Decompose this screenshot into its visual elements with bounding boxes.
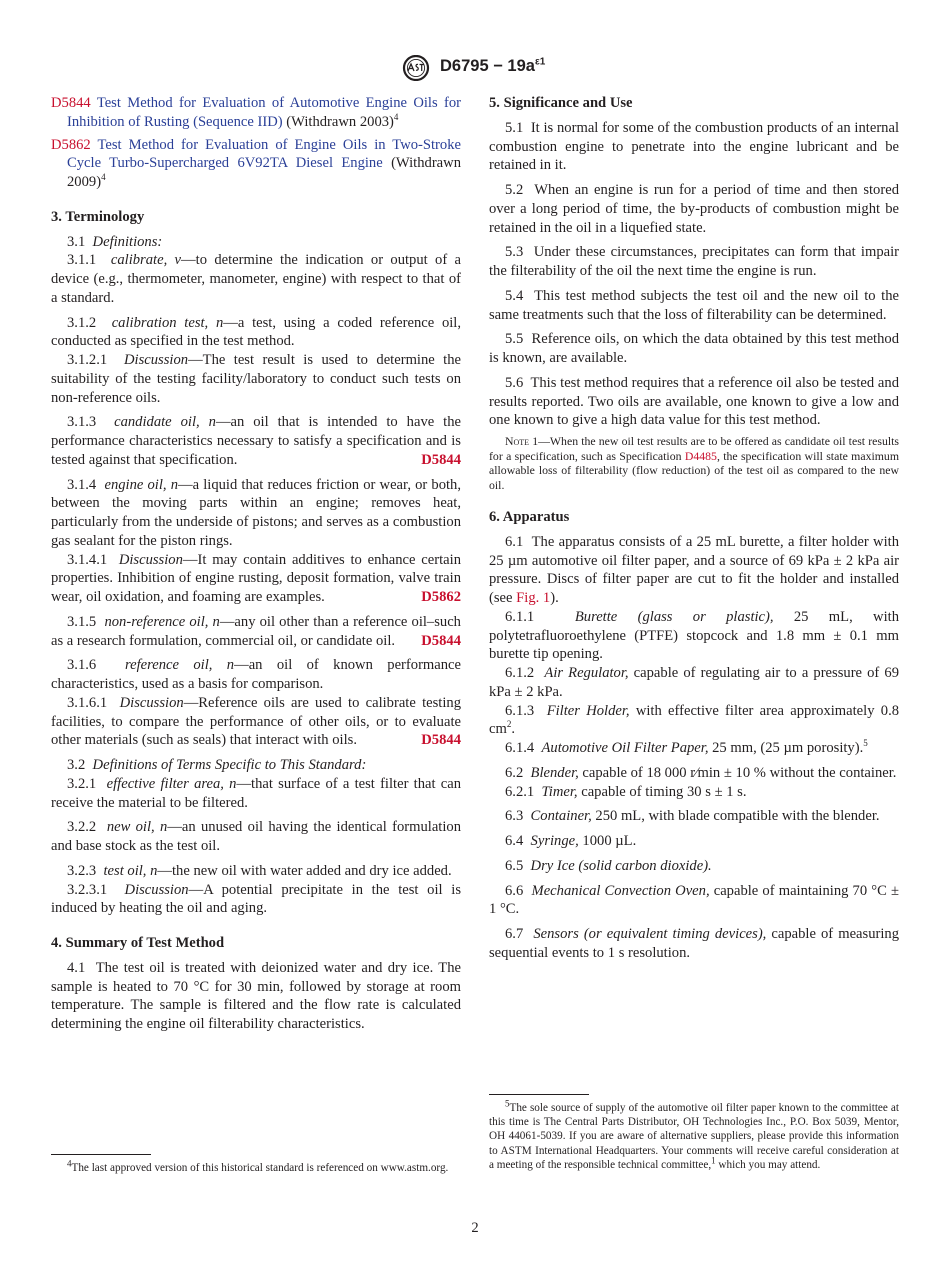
ref-link[interactable]: D5844 bbox=[421, 451, 461, 468]
reference-d5862: D5862 Test Method for Evaluation of Engine Oils in Two-Stroke Cycle Turbo-Supercharged 6V92TA Diesel Engine (Withdrawn 2009)$^4$ bbox=[51, 136, 461, 190]
definition: 3.1.5 non-reference oil, n—any oil other than a reference oil–such as a research formulation, commercial oil, or candidate oil. D5844 bbox=[51, 613, 461, 649]
paragraph: 6.2 Blender, capable of 18 000 r⁄min ± 10 % without the container. bbox=[505, 764, 897, 781]
figure-link[interactable]: Fig. 1 bbox=[516, 590, 551, 606]
section-heading-apparatus: 6. Apparatus bbox=[489, 509, 570, 525]
section-heading-summary: 4. Summary of Test Method bbox=[51, 935, 225, 951]
ref-code-link[interactable]: D5844 bbox=[51, 95, 91, 111]
paragraph: 6.2.1 Timer, capable of timing 30 s ± 1 s. bbox=[505, 783, 747, 800]
paragraph: 6.7 Sensors (or equivalent timing devices), capable of measuring sequential events to 1 s resolution. bbox=[489, 926, 900, 961]
document-designation: $D6795 - 19a^{\varepsilon 1}$ bbox=[440, 56, 546, 75]
definition: 3.1.2 calibration test, n—a test, using a coded reference oil, conducted as specified in the test method. bbox=[51, 314, 461, 350]
note-1: Note 1—When the new oil test results are to be offered as candidate oil test results for a specification, such as Specification D4485, the specification will state maximum allowable loss of filterability (flow reduction) of the test oil as compared to the new oil. bbox=[489, 434, 900, 492]
discussion: 3.1.2.1 Discussion—The test result is used to determine the suitability of the testing facility/laboratory to conduct such tests on non-reference oils. bbox=[51, 352, 462, 406]
paragraph: 6.3 Container, 250 mL, with blade compatible with the blender. bbox=[505, 808, 880, 825]
ref-link[interactable]: D4485 bbox=[684, 448, 717, 463]
ref-code-link[interactable]: D5862 bbox=[51, 136, 91, 153]
paragraph: 6.4 Syringe, 1000 µL. bbox=[505, 833, 637, 849]
reference-d5844: D5844 Test Method for Evaluation of Automotive Engine Oils for Inhibition of Rusting (Sequence IID) (Withdrawn 2003)$^4$ bbox=[51, 95, 461, 130]
footnote-5: $^5$The sole source of supply of the automotive oil filter paper known to the committee at this time is The Central Parts Distributor, OH Technologies Inc., P.O. Box 5039, Mentor, OH 44061-5039. If you are aware of alternative suppliers, please provide this information to ASTM International Headquarters. Your comments will receive careful consideration at a meeting of the responsible technical committee,$^1$ which you may attend. bbox=[489, 1098, 899, 1171]
paragraph: 3.2 Definitions of Terms Specific to This Standard: bbox=[67, 757, 367, 773]
definition: 3.2.2 new oil, n—an unused oil having the identical formulation and base stock as the test oil. bbox=[51, 819, 461, 854]
definition: 3.1.4 engine oil, n—a liquid that reduces friction or wear, or both, between the moving parts within an engine; removes heat, particularly from the underside of pistons; and serves as a combustion gas sealant for the piston rings. bbox=[51, 476, 461, 549]
section-heading-terminology: 3. Terminology bbox=[51, 208, 145, 225]
definition: 3.2.1 effective filter area, n—that surface of a test filter that can receive the material to be filtered. bbox=[51, 775, 462, 811]
footnote-area bbox=[51, 1154, 461, 1175]
paragraph: 6.6 Mechanical Convection Oven, capable of maintaining 70 °C ± 1 °C. bbox=[489, 882, 900, 918]
paragraph: 6.1.2 Air Regulator, capable of regulating air to a pressure of 69 kPa ± 2 kPa. bbox=[489, 665, 899, 700]
ref-link[interactable]: D5844 bbox=[421, 732, 461, 749]
right-column bbox=[489, 94, 899, 969]
paragraph: 5.1 It is normal for some of the combustion products of an internal combustion engine to penetrate into the engine lubricant and be retained in it. bbox=[489, 119, 900, 174]
paragraph: 5.4 This test method subjects the test oil and the new oil to the same treatments such that the loss of filterability can be determined. bbox=[489, 287, 899, 323]
page-number: 2 bbox=[471, 1220, 479, 1236]
ref-link[interactable]: D5844 bbox=[421, 632, 461, 649]
discussion: 3.2.3.1 Discussion—A potential precipitate in the test oil is induced by heating the oil and aging. bbox=[51, 881, 461, 917]
definition: 3.1.1 calibrate, v—to determine the indication or output of a device (e.g., thermometer, manometer, engine) with respect to that of a standard. bbox=[51, 252, 462, 306]
paragraph: 5.2 When an engine is run for a period of time and then stored over a long period of time, the by-products of combustion might be retained in the oil in a liquefied state. bbox=[489, 182, 899, 236]
discussion: 3.1.4.1 Discussion—It may contain additives to enhance certain properties. Inhibition of engine rusting, deposit formation, valve train wear, oil oxidation, and foaming are examples. D5862 bbox=[51, 551, 461, 605]
paragraph: 6.1.1 Burette (glass or plastic), 25 mL, with polytetrafluoroethylene (PTFE) stopcock and 1.8 mm ± 0.1 mm burette tip opening. bbox=[489, 608, 900, 663]
paragraph: 6.5 Dry Ice (solid carbon dioxide). bbox=[505, 857, 712, 874]
paragraph: 5.5 Reference oils, on which the data obtained by this test method is known, are available. bbox=[489, 331, 899, 366]
section-heading-significance: 5. Significance and Use bbox=[489, 95, 633, 111]
footnote-4: $^4$The last approved version of this historical standard is referenced on www.astm.org. bbox=[67, 1158, 449, 1174]
footnote-divider bbox=[51, 1154, 151, 1155]
left-column bbox=[51, 94, 461, 1040]
definition: 3.2.3 test oil, n—the new oil with water added and dry ice added. bbox=[67, 862, 452, 879]
footnote-divider bbox=[489, 1094, 589, 1095]
ref-title-link[interactable]: Test Method for Evaluation of Engine Oils in Two-Stroke Cycle Turbo-Supercharged 6V92TA Diesel Engine bbox=[67, 136, 461, 172]
astm-logo-icon bbox=[399, 55, 433, 81]
paragraph: 6.1.4 Automotive Oil Filter Paper, 25 mm, (25 µm porosity).$^5$ bbox=[505, 738, 868, 756]
paragraph: 6.1.3 Filter Holder, with effective filter area approximately 0.8 $cm^2$. bbox=[489, 702, 900, 738]
discussion: 3.1.6.1 Discussion—Reference oils are used to calibrate testing facilities, to compare the performance of other oils, or to evaluate other materials (such as seals) that interact with oils. D5844 bbox=[51, 694, 461, 749]
paragraph: 5.3 Under these circumstances, precipitates can form that impair the filterability of the oil the next time the engine is run. bbox=[489, 244, 900, 279]
definition: 3.1.6 reference oil, n—an oil of known performance characteristics, used as a basis for comparison. bbox=[51, 657, 462, 692]
paragraph: 3.1 Definitions: bbox=[67, 233, 163, 250]
paragraph: 5.6 This test method requires that a reference oil also be tested and results reported. Two oils are available, one known to give a low and one known to give a high data value for this test method. bbox=[489, 374, 899, 429]
ref-title-link[interactable]: Test Method for Evaluation of Automotive Engine Oils for Inhibition of Rusting (Sequence IID) bbox=[67, 95, 461, 130]
footnote-area bbox=[489, 1094, 899, 1172]
definition: 3.1.3 candidate oil, n—an oil that is intended to have the performance characteristics necessary to satisfy a specification and is tested against that specification. D5844 bbox=[51, 414, 462, 468]
paragraph: 6.1 The apparatus consists of a 25 mL burette, a filter holder with 25 µm automotive oil filter paper, and a source of 69 kPa ± 2 kPa air pressure. Discs of filter paper are cut to fit the holder and installed (see Fig. 1). bbox=[489, 533, 899, 606]
ref-link[interactable]: D5862 bbox=[421, 589, 461, 605]
paragraph: 4.1 The test oil is treated with deionized water and dry ice. The sample is heated to 70 °C for 30 min, followed by storage at room temperature. The sample is filtered and the flow rate is calculated determining the engine oil filterability characteristics. bbox=[51, 959, 461, 1032]
page-header bbox=[0, 55, 950, 81]
